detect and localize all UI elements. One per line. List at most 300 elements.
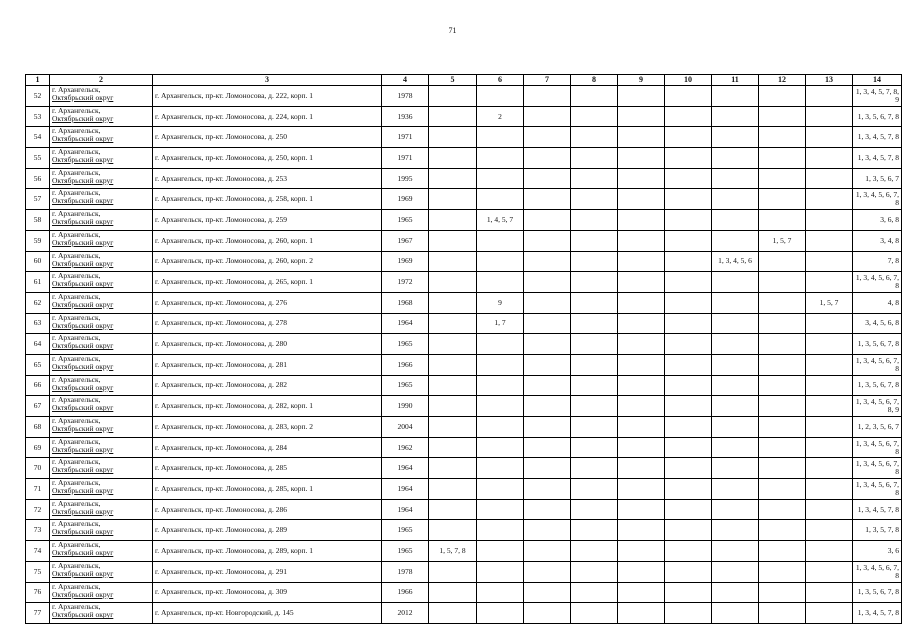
value-cell-6 — [477, 127, 524, 148]
value-cell-8 — [571, 127, 618, 148]
table-row — [26, 375, 902, 396]
district-line: г. Архангельск, — [52, 292, 101, 301]
value-cell-6 — [477, 375, 524, 396]
district-line: г. Архангельск, — [52, 271, 101, 281]
value-cell-5 — [429, 458, 477, 479]
district-line: Октябрьский округ — [52, 382, 114, 392]
value-cell-6 — [477, 479, 524, 500]
address-cell: г. Архангельск, пр-кт. Ломоносова, д. 276 — [153, 292, 382, 313]
district-line: г. Архангельск, — [52, 519, 101, 529]
value-cell-13 — [806, 417, 853, 438]
value-cell-12 — [759, 479, 806, 500]
codes-cell: 1, 3, 4, 5, 7, 8, 9 — [853, 86, 902, 107]
value-cell-5: 1, 5, 7, 8 — [429, 541, 477, 562]
value-cell-9 — [618, 479, 665, 500]
year-cell: 1978 — [382, 561, 429, 582]
row-number-cell: 58 — [26, 210, 50, 231]
table-row — [26, 541, 902, 562]
district-line: г. Архангельск, — [52, 561, 101, 570]
value-cell-6 — [477, 272, 524, 293]
year-cell: 2012 — [382, 603, 429, 624]
table-row — [26, 417, 902, 438]
value-cell-9 — [618, 520, 665, 541]
table-row — [26, 210, 902, 231]
value-cell-11 — [712, 86, 759, 107]
address-cell: г. Архангельск, пр-кт. Ломоносова, д. 281 — [153, 354, 382, 375]
value-cell-13 — [806, 148, 853, 169]
district-line: г. Архангельск, — [52, 126, 101, 136]
value-cell-12 — [759, 106, 806, 127]
column-header: 6 — [477, 75, 524, 86]
value-cell-6 — [477, 561, 524, 582]
value-cell-13 — [806, 520, 853, 541]
codes-cell: 1, 3, 5, 6, 7, 8 — [853, 582, 902, 603]
value-cell-9 — [618, 148, 665, 169]
value-cell-6 — [477, 251, 524, 272]
row-number-cell: 60 — [26, 251, 50, 272]
value-cell-5 — [429, 272, 477, 293]
value-cell-11 — [712, 520, 759, 541]
value-cell-11 — [712, 148, 759, 169]
value-cell-11 — [712, 272, 759, 293]
address-cell: г. Архангельск, пр-кт. Ломоносова, д. 283, корп. 2 — [153, 417, 382, 438]
value-cell-7 — [524, 313, 571, 334]
value-cell-7 — [524, 334, 571, 355]
value-cell-10 — [665, 127, 712, 148]
codes-cell: 1, 3, 5, 6, 7, 8 — [853, 375, 902, 396]
value-cell-7 — [524, 437, 571, 458]
year-cell: 1965 — [382, 541, 429, 562]
year-cell: 1965 — [382, 334, 429, 355]
value-cell-10 — [665, 437, 712, 458]
address-cell: г. Архангельск, пр-кт. Ломоносова, д. 253 — [153, 168, 382, 189]
value-cell-10 — [665, 375, 712, 396]
year-cell: 1965 — [382, 210, 429, 231]
value-cell-9 — [618, 230, 665, 251]
value-cell-13 — [806, 251, 853, 272]
value-cell-8 — [571, 396, 618, 417]
value-cell-8 — [571, 375, 618, 396]
value-cell-6 — [477, 603, 524, 624]
table-row — [26, 499, 902, 520]
value-cell-12 — [759, 417, 806, 438]
table-row — [26, 437, 902, 458]
district-cell — [50, 354, 153, 375]
value-cell-5 — [429, 479, 477, 500]
value-cell-7 — [524, 520, 571, 541]
value-cell-11 — [712, 354, 759, 375]
district-line: г. Архангельск, — [52, 251, 101, 260]
district-line: Октябрьский округ — [52, 299, 114, 309]
row-number-cell: 76 — [26, 582, 50, 603]
year-cell: 1965 — [382, 375, 429, 396]
value-cell-5 — [429, 313, 477, 334]
district-line: Октябрьский округ — [52, 341, 114, 351]
row-number-cell: 52 — [26, 86, 50, 107]
district-line: г. Архангельск, — [52, 209, 101, 219]
value-cell-12 — [759, 561, 806, 582]
value-cell-8 — [571, 292, 618, 313]
value-cell-5 — [429, 603, 477, 624]
value-cell-5 — [429, 292, 477, 313]
value-cell-5 — [429, 354, 477, 375]
table-row — [26, 520, 902, 541]
address-cell: г. Архангельск, пр-кт. Ломоносова, д. 278 — [153, 313, 382, 334]
district-cell — [50, 127, 153, 148]
value-cell-10 — [665, 189, 712, 210]
value-cell-13 — [806, 458, 853, 479]
value-cell-9 — [618, 396, 665, 417]
district-line: Октябрьский округ — [52, 465, 114, 475]
address-cell: г. Архангельск, пр-кт. Ломоносова, д. 286 — [153, 499, 382, 520]
value-cell-6 — [477, 417, 524, 438]
year-cell: 1965 — [382, 520, 429, 541]
value-cell-7 — [524, 251, 571, 272]
value-cell-8 — [571, 230, 618, 251]
district-line: г. Архангельск, — [52, 478, 101, 488]
district-cell — [50, 106, 153, 127]
value-cell-5 — [429, 582, 477, 603]
value-cell-5 — [429, 148, 477, 169]
codes-cell: 1, 3, 4, 5, 6, 7, 8 — [853, 354, 902, 375]
value-cell-6 — [477, 396, 524, 417]
value-cell-8 — [571, 189, 618, 210]
district-cell — [50, 210, 153, 231]
value-cell-12 — [759, 334, 806, 355]
value-cell-8 — [571, 251, 618, 272]
district-line: г. Архангельск, — [52, 499, 101, 508]
value-cell-10 — [665, 292, 712, 313]
district-line: г. Архангельск, — [52, 582, 101, 591]
row-number-cell: 54 — [26, 127, 50, 148]
value-cell-13 — [806, 106, 853, 127]
district-line: г. Архангельск, — [52, 85, 101, 94]
value-cell-6 — [477, 499, 524, 520]
codes-cell: 3, 4, 8 — [853, 230, 902, 251]
table-row — [26, 313, 902, 334]
year-cell: 1978 — [382, 86, 429, 107]
value-cell-12 — [759, 499, 806, 520]
row-number-cell: 67 — [26, 396, 50, 417]
value-cell-13 — [806, 437, 853, 458]
district-line: г. Архангельск, — [52, 168, 101, 177]
district-line: г. Архангельск, — [52, 106, 101, 115]
value-cell-13 — [806, 499, 853, 520]
value-cell-11 — [712, 396, 759, 417]
column-header: 2 — [50, 75, 153, 86]
district-line: г. Архангельск, — [52, 333, 101, 343]
value-cell-7 — [524, 86, 571, 107]
value-cell-10 — [665, 520, 712, 541]
value-cell-9 — [618, 127, 665, 148]
value-cell-10 — [665, 86, 712, 107]
year-cell: 1964 — [382, 479, 429, 500]
value-cell-5 — [429, 127, 477, 148]
district-cell — [50, 437, 153, 458]
district-line: Октябрьский округ — [52, 237, 114, 247]
value-cell-8 — [571, 148, 618, 169]
value-cell-9 — [618, 541, 665, 562]
column-header: 13 — [806, 75, 853, 86]
value-cell-10 — [665, 210, 712, 231]
value-cell-8 — [571, 168, 618, 189]
row-number-cell: 63 — [26, 313, 50, 334]
value-cell-12 — [759, 458, 806, 479]
value-cell-7 — [524, 292, 571, 313]
codes-cell: 3, 4, 5, 6, 8 — [853, 313, 902, 334]
address-cell: г. Архангельск, пр-кт. Ломоносова, д. 260, корп. 1 — [153, 230, 382, 251]
value-cell-6 — [477, 86, 524, 107]
value-cell-5 — [429, 86, 477, 107]
value-cell-6 — [477, 334, 524, 355]
value-cell-11 — [712, 210, 759, 231]
value-cell-5 — [429, 499, 477, 520]
value-cell-9 — [618, 313, 665, 334]
address-cell: г. Архангельск, пр-кт. Ломоносова, д. 309 — [153, 582, 382, 603]
value-cell-10 — [665, 396, 712, 417]
district-line: Октябрьский округ — [52, 217, 114, 227]
year-cell: 1964 — [382, 313, 429, 334]
table-row — [26, 127, 902, 148]
value-cell-9 — [618, 417, 665, 438]
value-cell-7 — [524, 417, 571, 438]
district-cell — [50, 499, 153, 520]
value-cell-12 — [759, 272, 806, 293]
value-cell-10 — [665, 354, 712, 375]
value-cell-6 — [477, 189, 524, 210]
year-cell: 1967 — [382, 230, 429, 251]
value-cell-13 — [806, 354, 853, 375]
row-number-cell: 65 — [26, 354, 50, 375]
value-cell-11 — [712, 582, 759, 603]
value-cell-10 — [665, 230, 712, 251]
column-header: 9 — [618, 75, 665, 86]
codes-cell: 3, 6, 8 — [853, 210, 902, 231]
value-cell-10 — [665, 148, 712, 169]
district-line: Октябрьский округ — [52, 258, 114, 268]
value-cell-7 — [524, 354, 571, 375]
table-row — [26, 168, 902, 189]
value-cell-13 — [806, 603, 853, 624]
row-number-cell: 75 — [26, 561, 50, 582]
value-cell-9 — [618, 561, 665, 582]
column-header: 4 — [382, 75, 429, 86]
district-cell — [50, 272, 153, 293]
table-row — [26, 354, 902, 375]
value-cell-8 — [571, 86, 618, 107]
value-cell-13 — [806, 561, 853, 582]
value-cell-7 — [524, 148, 571, 169]
value-cell-8 — [571, 541, 618, 562]
value-cell-10 — [665, 106, 712, 127]
district-cell — [50, 148, 153, 169]
codes-cell: 4, 8 — [853, 292, 902, 313]
value-cell-10 — [665, 417, 712, 438]
district-line: г. Архангельск, — [52, 375, 101, 384]
value-cell-9 — [618, 168, 665, 189]
year-cell: 1972 — [382, 272, 429, 293]
district-cell — [50, 334, 153, 355]
value-cell-11 — [712, 189, 759, 210]
district-line: Октябрьский округ — [52, 527, 114, 537]
value-cell-11 — [712, 375, 759, 396]
district-cell — [50, 417, 153, 438]
district-line: г. Архангельск, — [52, 437, 101, 446]
value-cell-7 — [524, 603, 571, 624]
value-cell-8 — [571, 499, 618, 520]
value-cell-5 — [429, 230, 477, 251]
value-cell-10 — [665, 541, 712, 562]
district-line: Октябрьский округ — [52, 589, 114, 599]
value-cell-12 — [759, 313, 806, 334]
address-cell: г. Архангельск, пр-кт. Ломоносова, д. 291 — [153, 561, 382, 582]
value-cell-13 — [806, 168, 853, 189]
value-cell-5 — [429, 417, 477, 438]
value-cell-9 — [618, 354, 665, 375]
district-cell — [50, 375, 153, 396]
district-line: Октябрьский округ — [52, 196, 114, 206]
value-cell-5 — [429, 375, 477, 396]
value-cell-6 — [477, 148, 524, 169]
row-number-cell: 61 — [26, 272, 50, 293]
value-cell-7 — [524, 210, 571, 231]
value-cell-8 — [571, 417, 618, 438]
codes-cell: 1, 3, 5, 6, 7, 8 — [853, 334, 902, 355]
value-cell-7 — [524, 168, 571, 189]
codes-cell: 1, 3, 4, 5, 6, 7, 8 — [853, 458, 902, 479]
district-line: г. Архангельск, — [52, 188, 101, 198]
district-line: Октябрьский округ — [52, 610, 114, 620]
codes-cell: 1, 3, 5, 6, 7 — [853, 168, 902, 189]
codes-cell: 1, 2, 3, 5, 6, 7 — [853, 417, 902, 438]
value-cell-9 — [618, 272, 665, 293]
year-cell: 1968 — [382, 292, 429, 313]
value-cell-6 — [477, 230, 524, 251]
table-row — [26, 561, 902, 582]
value-cell-10 — [665, 313, 712, 334]
district-line: г. Архангельск, — [52, 313, 101, 322]
value-cell-9 — [618, 189, 665, 210]
value-cell-13 — [806, 230, 853, 251]
value-cell-13 — [806, 334, 853, 355]
district-line: Октябрьский округ — [52, 175, 114, 185]
district-cell — [50, 230, 153, 251]
value-cell-5 — [429, 106, 477, 127]
district-cell — [50, 561, 153, 582]
value-cell-5 — [429, 168, 477, 189]
value-cell-8 — [571, 582, 618, 603]
value-cell-7 — [524, 561, 571, 582]
value-cell-13 — [806, 86, 853, 107]
address-cell: г. Архангельск, пр-кт. Ломоносова, д. 284 — [153, 437, 382, 458]
district-line: г. Архангельск, — [52, 540, 101, 550]
value-cell-12 — [759, 189, 806, 210]
table-row — [26, 396, 902, 417]
value-cell-6 — [477, 541, 524, 562]
district-cell — [50, 603, 153, 624]
value-cell-13 — [806, 541, 853, 562]
row-number-cell: 62 — [26, 292, 50, 313]
codes-cell: 3, 6 — [853, 541, 902, 562]
value-cell-12 — [759, 603, 806, 624]
district-cell — [50, 541, 153, 562]
value-cell-13 — [806, 272, 853, 293]
value-cell-12 — [759, 396, 806, 417]
codes-cell: 1, 3, 4, 5, 7, 8 — [853, 603, 902, 624]
year-cell: 1990 — [382, 396, 429, 417]
address-cell: г. Архангельск, пр-кт. Новгородский, д. 145 — [153, 603, 382, 624]
district-line: Октябрьский округ — [52, 361, 114, 371]
value-cell-7 — [524, 541, 571, 562]
value-cell-10 — [665, 603, 712, 624]
codes-cell: 1, 3, 4, 5, 6, 7, 8, 9 — [853, 396, 902, 417]
value-cell-11 — [712, 417, 759, 438]
district-cell — [50, 582, 153, 603]
value-cell-5 — [429, 189, 477, 210]
column-header: 14 — [853, 75, 902, 86]
column-header: 3 — [153, 75, 382, 86]
district-line: Октябрьский округ — [52, 279, 114, 289]
value-cell-12 — [759, 148, 806, 169]
value-cell-6 — [477, 582, 524, 603]
year-cell: 1971 — [382, 148, 429, 169]
value-cell-11 — [712, 603, 759, 624]
codes-cell: 1, 3, 4, 5, 6, 7, 8 — [853, 272, 902, 293]
address-cell: г. Архангельск, пр-кт. Ломоносова, д. 260, корп. 2 — [153, 251, 382, 272]
district-line: Октябрьский округ — [52, 93, 114, 102]
year-cell: 2004 — [382, 417, 429, 438]
value-cell-9 — [618, 582, 665, 603]
codes-cell: 1, 3, 4, 5, 7, 8 — [853, 148, 902, 169]
district-line: г. Архангельск, — [52, 354, 101, 363]
year-cell: 1964 — [382, 458, 429, 479]
district-line: г. Архангельск, — [52, 602, 101, 612]
address-cell: г. Архангельск, пр-кт. Ломоносова, д. 259 — [153, 210, 382, 231]
value-cell-10 — [665, 272, 712, 293]
address-cell: г. Архангельск, пр-кт. Ломоносова, д. 285, корп. 1 — [153, 479, 382, 500]
codes-cell: 1, 3, 4, 5, 7, 8 — [853, 127, 902, 148]
row-number-cell: 70 — [26, 458, 50, 479]
row-number-cell: 73 — [26, 520, 50, 541]
value-cell-7 — [524, 127, 571, 148]
district-cell — [50, 313, 153, 334]
table-row — [26, 86, 902, 107]
table-row — [26, 148, 902, 169]
column-header: 1 — [26, 75, 50, 86]
value-cell-7 — [524, 106, 571, 127]
value-cell-5 — [429, 561, 477, 582]
value-cell-6 — [477, 168, 524, 189]
value-cell-6 — [477, 437, 524, 458]
district-cell — [50, 458, 153, 479]
row-number-cell: 59 — [26, 230, 50, 251]
value-cell-11: 1, 3, 4, 5, 6 — [712, 251, 759, 272]
codes-cell: 1, 3, 4, 5, 6, 7, 8 — [853, 561, 902, 582]
district-line: Октябрьский округ — [52, 548, 114, 558]
value-cell-8 — [571, 106, 618, 127]
address-cell: г. Архангельск, пр-кт. Ломоносова, д. 282 — [153, 375, 382, 396]
value-cell-9 — [618, 86, 665, 107]
header-row — [26, 75, 902, 86]
value-cell-11 — [712, 458, 759, 479]
value-cell-7 — [524, 396, 571, 417]
district-cell — [50, 520, 153, 541]
value-cell-6 — [477, 354, 524, 375]
year-cell: 1964 — [382, 499, 429, 520]
district-line: г. Архангельск, — [52, 395, 101, 405]
value-cell-8 — [571, 561, 618, 582]
value-cell-10 — [665, 168, 712, 189]
